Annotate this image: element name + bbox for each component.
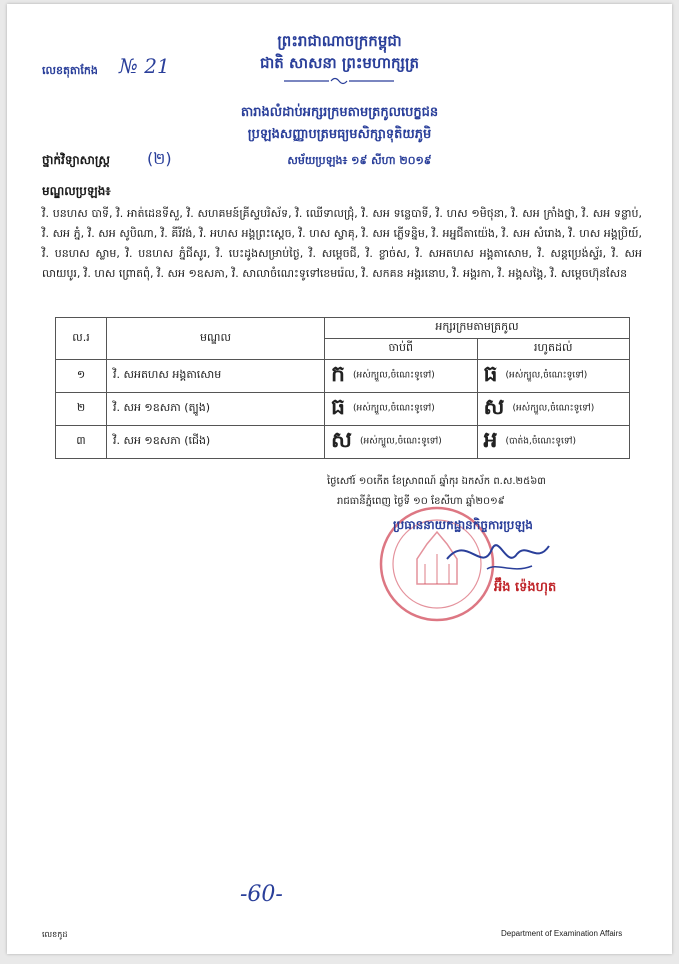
- row-no: ៣: [56, 426, 107, 459]
- to-note: (បាត់ង,ចំណេះទូទៅ): [505, 436, 576, 447]
- title-line-2: ប្រឡងសញ្ញាបត្រមធ្យមសិក្សាទុតិយភូមិ: [247, 127, 432, 142]
- to-note: (អស់ក្បួល,ចំណេះទូទៅ): [512, 403, 595, 414]
- table-row: [56, 360, 630, 393]
- from-note: (អស់ក្បួល,ចំណេះទូទៅ): [352, 370, 435, 381]
- seating-table: [55, 317, 630, 459]
- table-row: [56, 426, 630, 459]
- header-center: មណ្ឌល: [107, 318, 325, 360]
- row-center: វិ. សអតហស អង្គតាសោម: [107, 360, 325, 393]
- rooms-list: វិ. បនហស បាទី, វិ. អាត់ដេនទីសួ, វិ. សហគមន៍គ្រីស្ទបរិស័ទ, វិ. ឈើទាលជ្រុំ, វិ. សអ ទន្លេបាទី, វិ. ហស ១មិថុនា, វិ. សអ ក្រាំងថ្នា, វិ. សអ ទន្លាប់, វិ. សអ ភ្នំ, វិ. សអ សូបិណា, វិ. គីរីវង់, វិ. អហស អង្គព្រះស្ដេច, វិ. ហស ស្វាគុ, វិ. សអ ភ្លើទន្និម, វិ. អអ្នជីតាយ៉េង, វិ. សអ សំរោង, វិ. ហស អង្គប្រិយ៍, វិ. បនហស ស្លាម, វិ. បនហស ភ្នំជីសូរ, វិ. បេះដូងសម្រាប់ថ្ងៃ, វិ. សម្ដេចជី, វិ. ខ្លាច់ស, វិ. សអតហស អង្គតាសោម, វិ. សន្តប្រេង់ស្ទ័រ, វិ. សអ លាយបូរ, វិ. ហស ព្រោតពុំ, វិ. សអ ១ឧសភា, វិ. សាលាចំណេះទូទៅខេមរ៉េល, វិ. សកគន អង្គរនោប, វិ. អង្គរកា, វិ. អង្គសង្គៃ, វិ. សម្ដេចហ៊ុនសែន: [42, 207, 642, 280]
- from-note: (អស់ក្បួល,ចំណេះទូទៅ): [352, 403, 435, 414]
- exam-session: សម័យប្រឡង៖ ១៩ សីហា ២០១៩: [287, 154, 432, 167]
- footer-right: Department of Examination Affairs: [501, 929, 623, 938]
- ornament-divider-icon: [279, 76, 399, 86]
- subject-number: (២): [147, 149, 172, 168]
- subject-label: ថ្នាក់វិទ្យាសាស្ត្រ: [42, 153, 110, 167]
- signatory-name: អ៊ឹង ទ៉េងហុត: [494, 580, 557, 595]
- row-to: [477, 393, 630, 426]
- header-no: ល.រ: [56, 318, 107, 360]
- row-to: [477, 426, 630, 459]
- header-to: រហូតដល់: [477, 339, 630, 360]
- header-from: ចាប់ពី: [325, 339, 478, 360]
- solar-date: រាជធានីភ្នំពេញ ថ្ងៃទី ១០ ខែសីហា ឆ្នាំ២០១៩: [337, 496, 505, 507]
- to-letter: អ: [483, 428, 498, 453]
- document-page: [7, 4, 672, 954]
- to-letter: ស: [483, 395, 505, 420]
- code-label: លេខតុតាកែង: [42, 64, 98, 77]
- from-letter: ស: [331, 428, 352, 453]
- footer-left: លេខកូដ: [42, 930, 68, 939]
- kingdom-heading: ព្រះរាជាណាចក្រកម្ពុជា: [277, 32, 402, 50]
- row-no: ២: [56, 393, 107, 426]
- row-from: [325, 426, 478, 459]
- row-center: វិ. សអ ១ឧសភា (ជើង): [107, 426, 325, 459]
- row-from: [325, 393, 478, 426]
- row-to: [477, 360, 630, 393]
- to-letter: ធ: [483, 362, 498, 387]
- row-from: [325, 360, 478, 393]
- signatory-title: ប្រធាននាយកដ្ឋានកិច្ចការប្រឡង: [393, 518, 533, 532]
- rooms-label: មណ្ឌលប្រឡង៖: [42, 184, 111, 198]
- lunar-date: ថ្ងៃសៅរ៍ ១០កើត ខែស្រាពណ៍ ឆ្នាំកុរ ឯកស័ក ព.ស.២៥៦៣: [327, 476, 546, 487]
- row-center: វិ. សអ ១ឧសភា (ត្បូង): [107, 393, 325, 426]
- from-note: (អស់ក្បួល,ចំណេះទូទៅ): [359, 436, 442, 447]
- to-note: (អស់ក្បួល,ចំណេះទូទៅ): [505, 370, 588, 381]
- from-letter: ធ: [331, 395, 345, 420]
- motto-heading: ជាតិ សាសនា ព្រះមហាក្សត្រ: [260, 54, 419, 72]
- handwritten-page-number: -60-: [240, 882, 283, 907]
- header-letters: អក្សរក្រមតាមត្រកូល: [325, 318, 630, 339]
- from-letter: ក: [331, 362, 345, 387]
- row-no: ១: [56, 360, 107, 393]
- title-line-1: តារាងលំដាប់អក្សរក្រមតាមត្រកូលបេក្ខជន: [240, 105, 439, 120]
- handwritten-signature-icon: [437, 524, 557, 579]
- code-number: № 21: [119, 54, 170, 78]
- table-row: [56, 393, 630, 426]
